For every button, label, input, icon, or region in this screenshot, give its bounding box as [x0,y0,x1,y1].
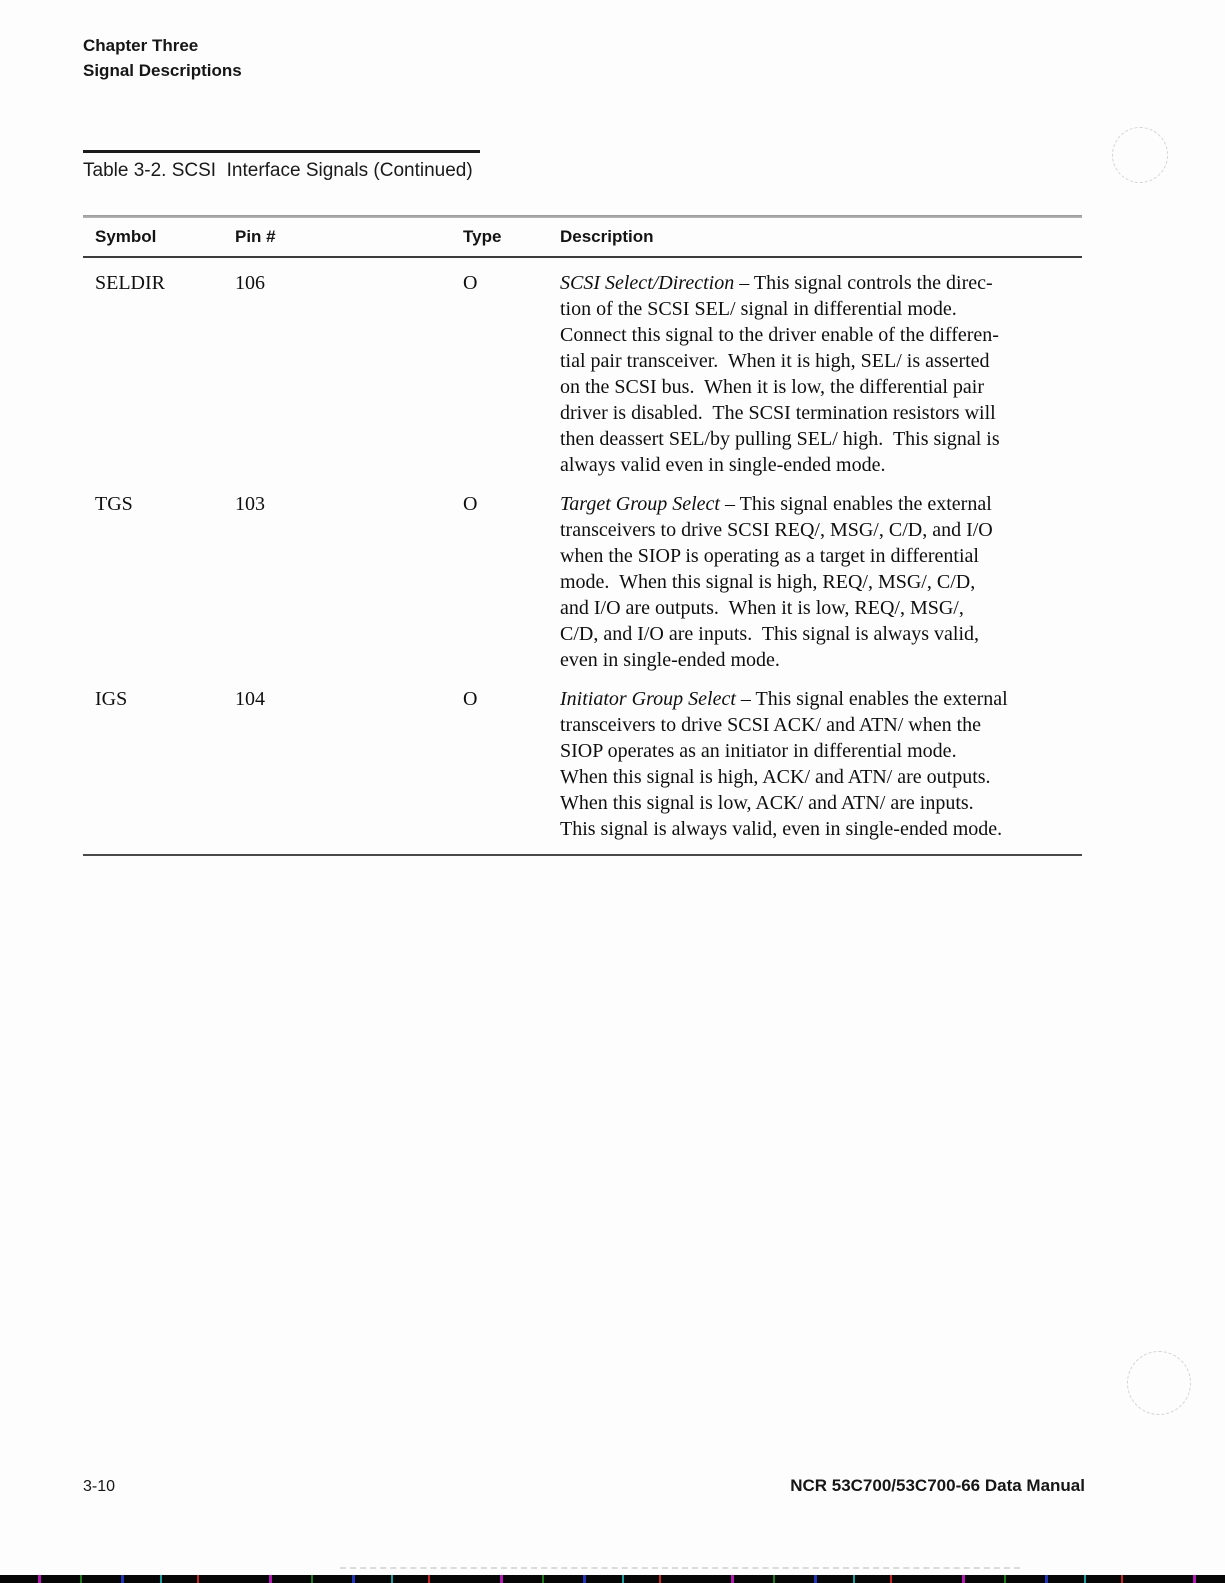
column-header-pin: Pin # [235,227,276,246]
description-line: driver is disabled. The SCSI termination resistors will [560,402,996,424]
description-line: Initiator Group Select – This signal enables the external [560,688,1008,710]
table-row [95,270,1082,478]
cell-type: O [463,493,478,515]
cell-pin-number: 104 [235,688,265,710]
cell-description [560,491,1082,673]
scan-artifact-dashes [340,1567,1020,1569]
description-line: SCSI Select/Direction – This signal controls the direc- [560,272,993,294]
description-line: Connect this signal to the driver enable of the differen- [560,324,999,346]
description-line: When this signal is high, ACK/ and ATN/ are outputs. [560,766,991,788]
description-line: when the SIOP is operating as a target in differential [560,545,979,567]
cell-pin-number: 106 [235,272,265,294]
table-row [95,686,1082,842]
signal-term-italic: SCSI Select/Direction [560,272,735,294]
scan-artifact-edge-strip [0,1575,1225,1583]
table-body [83,258,1082,842]
cell-type: O [463,272,478,294]
description-line: and I/O are outputs. When it is low, REQ/, MSG/, [560,597,964,619]
cell-type: O [463,688,478,710]
description-line: on the SCSI bus. When it is low, the differential pair [560,376,985,398]
description-line: This signal is always valid, even in single-ended mode. [560,818,1003,840]
chapter-title: Chapter Three [83,36,199,55]
description-line: always valid even in single-ended mode. [560,454,886,476]
description-line: SIOP operates as an initiator in differential mode. [560,740,957,762]
cell-description [560,686,1082,842]
description-line: When this signal is low, ACK/ and ATN/ are inputs. [560,792,974,814]
table-title-rule [83,150,480,153]
page-footer [83,1476,1085,1496]
punch-hole-mark-bottom [1127,1351,1191,1415]
column-header-type: Type [463,227,502,246]
cell-symbol: SELDIR [95,272,165,294]
description-line: C/D, and I/O are inputs. This signal is always valid, [560,623,980,645]
cell-symbol: IGS [95,688,128,710]
scsi-signals-table [83,215,1082,856]
description-line: even in single-ended mode. [560,649,780,671]
column-header-symbol: Symbol [95,227,157,246]
chapter-section-title: Signal Descriptions [83,61,242,80]
punch-hole-mark-top [1112,127,1168,183]
page-number: 3-10 [83,1478,116,1495]
description-line: tion of the SCSI SEL/ signal in differential mode. [560,298,957,320]
cell-symbol: TGS [95,493,133,515]
cell-pin-number: 103 [235,493,265,515]
description-line: transceivers to drive SCSI ACK/ and ATN/ when the [560,714,982,736]
table-title-block [83,150,480,182]
description-line: transceivers to drive SCSI REQ/, MSG/, C/D, and I/O [560,519,993,541]
description-line: mode. When this signal is high, REQ/, MSG/, C/D, [560,571,976,593]
signal-term-italic: Initiator Group Select [560,688,736,710]
cell-description [560,270,1082,478]
signal-term-italic: Target Group Select [560,493,720,515]
description-line: then deassert SEL/by pulling SEL/ high. This signal is [560,428,1000,450]
table-header-row [83,218,1082,256]
column-header-description: Description [560,227,654,246]
table-title: Table 3-2. SCSI Interface Signals (Continued) [83,160,473,181]
description-line: tial pair transceiver. When it is high, SEL/ is asserted [560,350,990,372]
running-header [83,33,242,83]
table-bottom-rule [83,854,1082,856]
description-line: Target Group Select – This signal enables the external [560,493,992,515]
table-row [95,491,1082,673]
manual-title: NCR 53C700/53C700-66 Data Manual [790,1476,1085,1495]
